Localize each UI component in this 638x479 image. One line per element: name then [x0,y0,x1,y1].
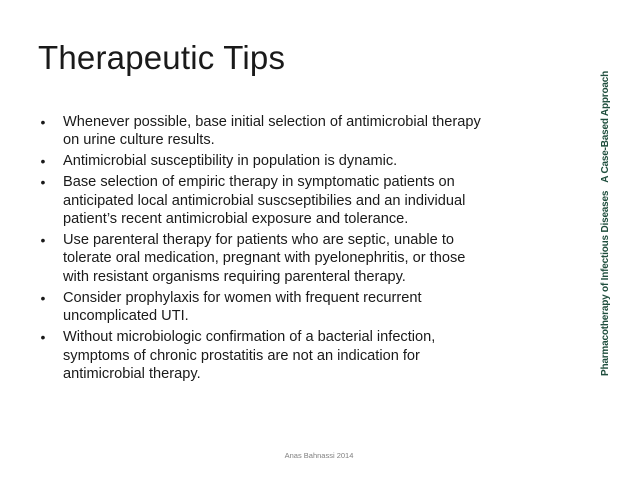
bullet-line: patient’s recent antimicrobial exposure and tolerance. [63,211,409,228]
bullet-dot-icon: • [40,289,46,306]
bullet-line: symptoms of chronic prostatitis are not an indication for [63,347,420,364]
bullet-line: Antimicrobial susceptibility in population is dynamic. [63,153,398,170]
side-book-subtitle: A Case-Based Approach [600,70,611,183]
bullet-item [36,328,610,383]
bullet-line: tolerate oral medication, pregnant with pyelonephritis, or those [63,250,466,267]
bullet-dot-icon: • [40,153,46,170]
bullet-dot-icon: • [40,329,46,346]
bullet-line: Without microbiologic confirmation of a bacterial infection, [63,329,436,346]
bullet-line: uncomplicated UTI. [63,308,189,325]
bullet-item [36,173,610,228]
slide-title: Therapeutic Tips [38,39,286,76]
bullet-line: antimicrobial therapy. [63,365,201,382]
bullet-dot-icon: • [40,114,46,130]
bullet-line: Consider prophylaxis for women with frequent recurrent [63,289,422,306]
slide-footer: Anas Bahnassi 2014 [284,451,354,460]
bullet-item [36,152,610,170]
bullet-item [36,231,610,286]
bullet-dot-icon: • [40,232,46,249]
bullet-dot-icon: • [40,174,46,191]
bullet-line: Use parenteral therapy for patients who are septic, unable to [63,232,455,249]
bullet-line: Whenever possible, base initial selection of antimicrobial therapy [63,114,481,130]
bullet-item [36,113,610,150]
bullet-item [36,289,610,326]
bullet-line: with resistant organisms requiring parenteral therapy. [63,268,406,285]
bullet-list [36,113,610,386]
bullet-line: Base selection of empiric therapy in symptomatic patients on [63,174,455,191]
bullet-line: on urine culture results. [63,132,215,149]
bullet-line: anticipated local antimicrobial suscseptibilies and an individual [63,192,466,209]
side-book-title-text: Pharmacotherapy of Infectious Diseases [600,190,611,376]
side-book-title [600,71,612,376]
